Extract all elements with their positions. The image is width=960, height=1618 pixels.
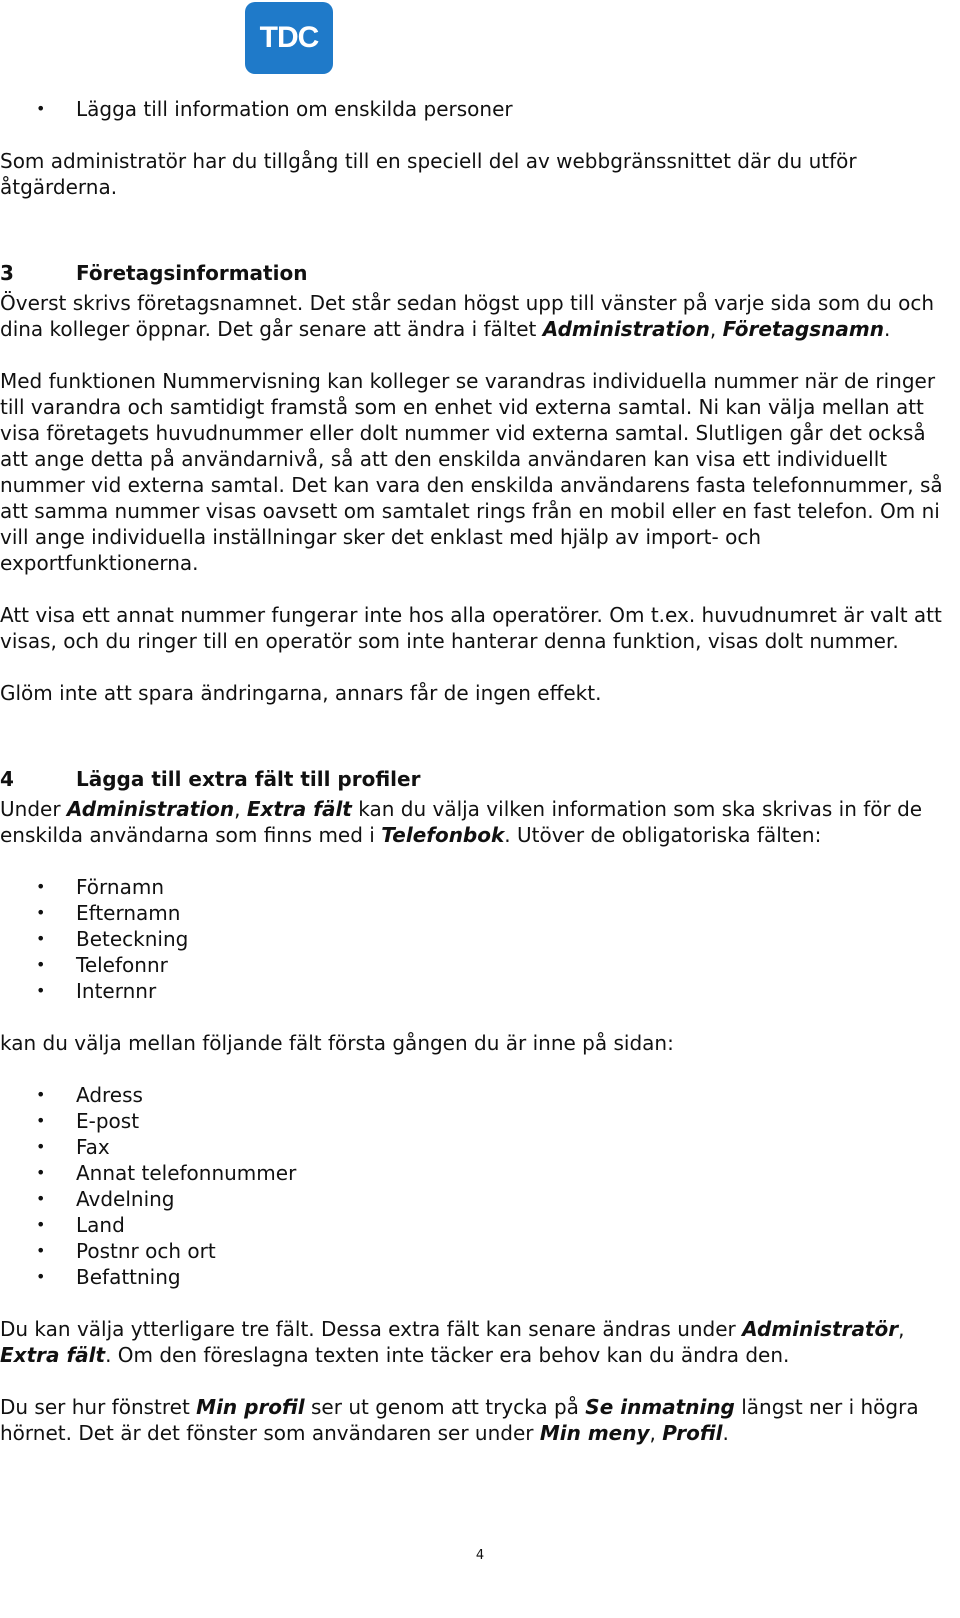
- emphasis-se-inmatning: Se inmatning: [585, 1395, 735, 1419]
- list-item: • Annat telefonnummer: [0, 1160, 956, 1186]
- section-number: 3: [0, 261, 14, 285]
- section-title: Lägga till extra fält till profiler: [76, 767, 421, 791]
- section-3-paragraph-2: Med funktionen Nummervisning kan kolleger se varandras individuella nummer när de ringer till varandra och samtidigt framstå som en enhet vid externa samtal. Ni kan välja mellan att visa företagets huvudnummer eller dolt nummer vid externa samtal. Slutligen går det också att ange detta på användarnivå, så att den enskilda användaren kan visa ett individuellt nummer vid externa samtal. Det kan vara den enskilda användarens fasta telefonnummer, så att samma nummer visas oavsett om samtalet rings från en mobil eller en fast telefon. Om ni vill ange individuella inställningar sker det enklast med hjälp av import- och exportfunktionerna.: [0, 369, 943, 575]
- list-item: • Avdelning: [0, 1186, 956, 1212]
- document-body: [0, 96, 956, 1446]
- emphasis-foretagsnamn: Företagsnamn: [722, 317, 884, 341]
- section-3-paragraph-4: Glöm inte att spara ändringarna, annars får de ingen effekt.: [0, 681, 602, 705]
- text-run: ,: [898, 1317, 905, 1341]
- emphasis-min-meny: Min meny: [539, 1421, 650, 1445]
- list-item: • Beteckning: [0, 926, 956, 952]
- text-run: Du kan välja ytterligare tre fält. Dessa extra fält kan senare ändras under: [0, 1317, 743, 1341]
- emphasis-min-profil: Min profil: [196, 1395, 305, 1419]
- list-item: • Fax: [0, 1134, 956, 1160]
- section-4-paragraph-3: [0, 1316, 956, 1368]
- text-run: ser ut genom att trycka på: [304, 1395, 586, 1419]
- list-item: • Postnr och ort: [0, 1238, 956, 1264]
- section-4-paragraph-4: [0, 1394, 956, 1446]
- required-fields-list: [0, 874, 956, 1004]
- page-number: 4: [475, 1548, 485, 1563]
- section-4-heading: [0, 766, 956, 792]
- section-3-heading: [0, 260, 956, 286]
- emphasis-administration: Administration: [66, 797, 235, 821]
- text-run: . Utöver de obligatoriska fälten:: [504, 823, 822, 847]
- section-title: Företagsinformation: [76, 261, 308, 285]
- tdc-logo: TDC: [245, 2, 333, 74]
- text-run: kan du välja vilken information som ska skrivas in för de enskilda användarna som finns med i: [0, 797, 923, 847]
- list-item: • Befattning: [0, 1264, 956, 1290]
- text-run: ,: [234, 797, 247, 821]
- text-run: ,: [709, 317, 723, 341]
- optional-fields-list: [0, 1082, 956, 1290]
- list-item: • Adress: [0, 1082, 956, 1108]
- list-item: • Förnamn: [0, 874, 956, 900]
- section-3-paragraph-3: Att visa ett annat nummer fungerar inte hos alla operatörer. Om t.ex. huvudnumret är valt att visas, och du ringer till en operatör som inte hanterar denna funktion, visas dolt nummer.: [0, 603, 942, 653]
- intro-bullet-list: [0, 96, 956, 122]
- list-item: • E-post: [0, 1108, 956, 1134]
- list-item: • Internnr: [0, 978, 956, 1004]
- section-4-paragraph-1: [0, 796, 956, 848]
- text-run: .: [884, 317, 891, 341]
- text-run: ,: [649, 1421, 663, 1445]
- emphasis-extra-falt: Extra fält: [0, 1343, 106, 1367]
- list-item: • Lägga till information om enskilda personer: [0, 96, 956, 122]
- section-4-paragraph-2: kan du välja mellan följande fält första gången du är inne på sidan:: [0, 1031, 674, 1055]
- section-3-paragraph-1: [0, 290, 956, 342]
- emphasis-administrator: Administratör: [742, 1317, 899, 1341]
- intro-paragraph: Som administratör har du tillgång till en speciell del av webbgränssnittet där du utför åtgärderna.: [0, 149, 857, 199]
- text-run: längst ner i högra hörnet. Det är det fönster som användaren ser under: [0, 1395, 919, 1445]
- emphasis-profil: Profil: [662, 1421, 723, 1445]
- emphasis-telefonbok: Telefonbok: [381, 823, 505, 847]
- text-run: Under: [0, 797, 67, 821]
- emphasis-extra-falt: Extra fält: [246, 797, 352, 821]
- text-run: .: [722, 1421, 729, 1445]
- emphasis-administration: Administration: [542, 317, 710, 341]
- section-number: 4: [0, 767, 14, 791]
- text-run: Du ser hur fönstret: [0, 1395, 197, 1419]
- list-item: • Land: [0, 1212, 956, 1238]
- text-run: Överst skrivs företagsnamnet. Det står sedan högst upp till vänster på varje sida som du och dina kolleger öppnar. Det går senare att ändra i fältet: [0, 291, 935, 341]
- list-item: • Efternamn: [0, 900, 956, 926]
- text-run: . Om den föreslagna texten inte täcker era behov kan du ändra den.: [105, 1343, 790, 1367]
- list-item: • Telefonnr: [0, 952, 956, 978]
